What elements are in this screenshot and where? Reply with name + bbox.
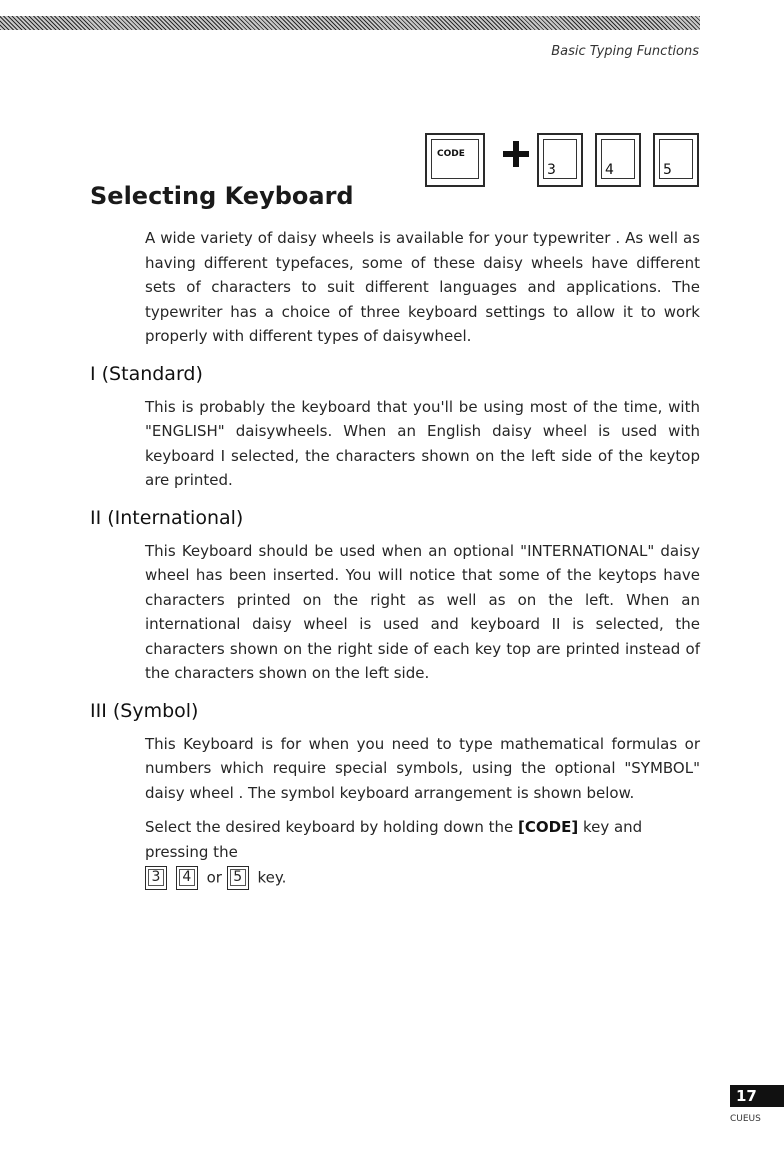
section-heading-standard: I (Standard) (90, 362, 203, 385)
instruction-or: or (206, 868, 222, 887)
section-text-standard: This is probably the keyboard that you'll be using most of the time, with "ENGLISH" daisywheels. When an English daisy wheel is used with keyboard I selected, the characters shown on the left side of the keytop are printed. (145, 397, 700, 489)
section-text-international: This Keyboard should be used when an optional "INTERNATIONAL" daisy wheel has been inserted. You will notice that some of the keytops have characters printed on the right as well as on the left. When an international daisy wheel is used and keyboard II is selected, the characters shown on the right side of each key top are printed instead of the characters shown on the left side. (145, 541, 700, 682)
section-heading-symbol: III (Symbol) (90, 699, 199, 722)
code-key-icon (425, 133, 485, 187)
key-4-label: 4 (605, 162, 614, 178)
inline-key-5-icon: 5 (227, 866, 249, 890)
page-title: Selecting Keyboard (90, 182, 354, 210)
footer-code: CUEUS (730, 1114, 761, 1124)
section-text-symbol: This Keyboard is for when you need to type mathematical formulas or numbers which require special symbols, using the optional "SYMBOL" daisy wheel . The symbol keyboard arrangement is shown below. (145, 734, 700, 802)
main-content (90, 226, 700, 890)
instruction-end: key. (257, 868, 287, 887)
instruction-before: Select the desired keyboard by holding down the (145, 818, 518, 836)
plus-icon (503, 141, 529, 167)
page-number: 17 (730, 1085, 784, 1107)
instruction-text (145, 815, 700, 864)
key-5-icon (653, 133, 699, 187)
top-decorative-band (0, 16, 700, 30)
instruction-after: key and pressing the (145, 818, 643, 861)
intro-paragraph: A wide variety of daisy wheels is available for your typewriter . As well as having different typefaces, some of these daisy wheels have different sets of characters to suit different languages and applications. The typewriter has a choice of three keyboard settings to allow it to work properly with different types of daisywheel. (145, 229, 700, 345)
key-3-label: 3 (547, 162, 556, 178)
code-key-label: CODE (437, 149, 465, 159)
key-combination-graphic (425, 133, 700, 188)
key-3-icon (537, 133, 583, 187)
instruction-keys (145, 866, 700, 890)
section-heading-international: II (International) (90, 506, 244, 529)
running-head: Basic Typing Functions (551, 44, 699, 59)
key-4-icon (595, 133, 641, 187)
inline-key-3-icon: 3 (145, 866, 167, 890)
instruction-code-key: [CODE] (518, 818, 579, 836)
inline-key-4-icon: 4 (176, 866, 198, 890)
key-5-label: 5 (663, 162, 672, 178)
